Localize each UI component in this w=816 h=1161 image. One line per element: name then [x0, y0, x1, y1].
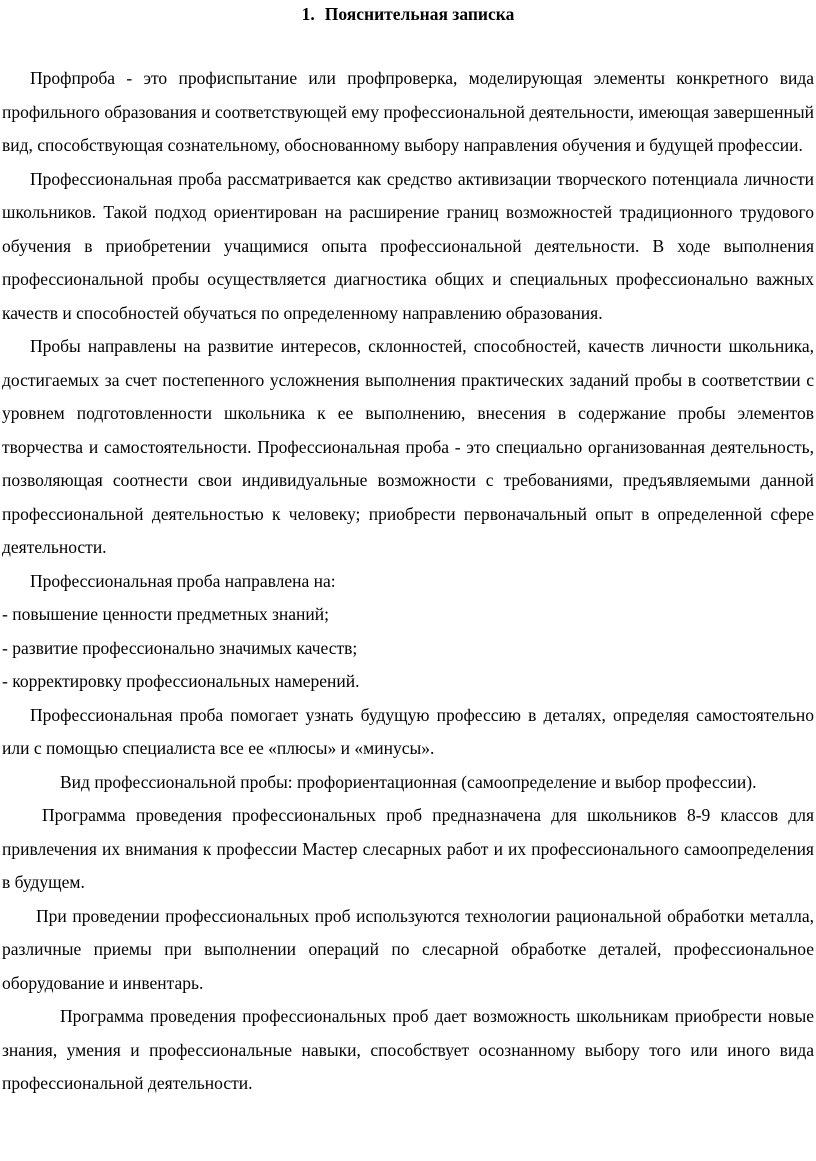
paragraph-helps: Профессиональная проба помогает узнать будущую профессию в деталях, определяя самостоятельно или с помощью специалиста все ее «плюсы» и «минусы».: [2, 704, 814, 758]
paragraph-aims: Пробы направлены на развитие интересов, склонностей, способностей, качеств личности школьника, достигаемых за счет постепенного усложнения выполнения практических заданий пробы в соответствии с уровнем подготовленности школьника к ее выполнению, внесения в содержание пробы элементов творчества и самостоятельности. Профессиональная проба - это специально организованная деятельность, позволяющая соотнести свои индивидуальные возможности с требованиями, предъявляемыми данной профессиональной деятельностью к человеку; приобрести первоначальный опыт в определенной сфере деятельности.: [2, 336, 814, 557]
document-body: [2, 62, 814, 1101]
list-item: - корректировку профессиональных намерений.: [2, 671, 360, 691]
section-heading: [0, 2, 816, 26]
paragraph-definition: Профпроба - это профиспытание или профпроверка, моделирующая элементы конкретного вида профильного образования и соответствующей ему профессиональной деятельности, имеющая завершенный вид, способствующая сознательному, обоснованному выбору направления обучения и будущей профессии.: [2, 68, 814, 155]
paragraph-activation: Профессиональная проба рассматривается как средство активизации творческого потенциала личности школьников. Такой подход ориентирован на расширение границ возможностей традиционного трудового обучения в приобретении учащимися опыта профессиональной деятельности. В ходе выполнения профессиональной пробы осуществляется диагностика общих и специальных профессионально важных качеств и способностей обучаться по определенному направлению образования.: [2, 168, 814, 323]
paragraph-program-outcome: Программа проведения профессиональных проб дает возможность школьникам приобрести новые знания, умения и профессиональные навыки, способствует осознанному выбору того или иного вида профессиональной деятельности.: [2, 1006, 814, 1093]
paragraph-type: Вид профессиональной пробы: профориентационная (самоопределение и выбор профессии).: [60, 771, 757, 792]
paragraph-program-target: Программа проведения профессиональных проб предназначена для школьников 8-9 классов для привлечения их внимания к профессии Мастер слесарных работ и их профессионального самоопределения в будущем.: [2, 805, 814, 892]
list-item: - развитие профессионально значимых качеств;: [2, 637, 358, 658]
paragraph-technologies: При проведении профессиональных проб используются технологии рациональной обработки металла, различные приемы при выполнении операций по слесарной обработке деталей, профессиональное оборудование и инвентарь.: [2, 905, 814, 993]
paragraph-list-intro: Профессиональная проба направлена на:: [30, 570, 336, 591]
section-title: Пояснительная записка: [324, 4, 515, 24]
section-number: 1.: [301, 4, 315, 24]
list-item: - повышение ценности предметных знаний;: [2, 604, 329, 624]
